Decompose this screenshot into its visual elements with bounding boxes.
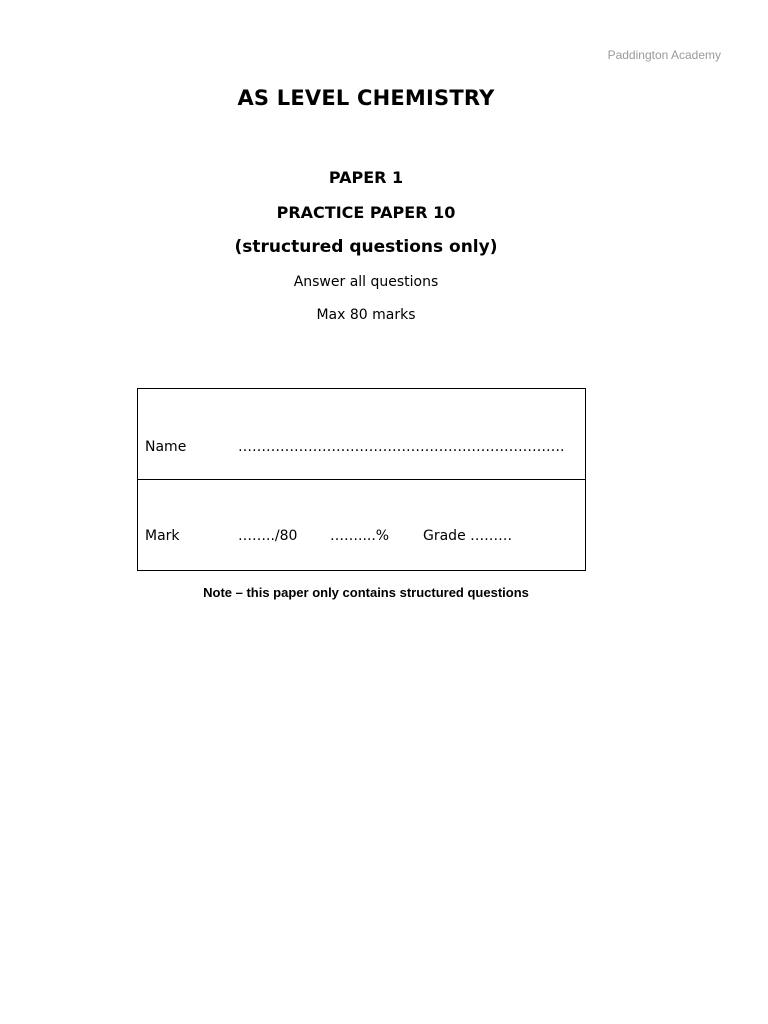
note-text: Note – this paper only contains structured questions (203, 585, 529, 600)
mark-percent-field[interactable]: ……....% (330, 528, 390, 544)
mark-score-field[interactable]: ……../80 (238, 528, 298, 544)
mark-label: Mark (145, 528, 180, 544)
max-marks-text: Max 80 marks (316, 307, 416, 323)
name-row (138, 389, 585, 480)
page-title: AS LEVEL CHEMISTRY (237, 86, 495, 110)
paper-number: PAPER 1 (328, 168, 404, 187)
mark-row (138, 480, 585, 570)
name-label: Name (145, 439, 187, 455)
grade-field[interactable]: Grade ……… (423, 528, 513, 544)
header-organization: Paddington Academy (607, 48, 721, 62)
student-info-box (137, 388, 586, 571)
practice-paper-label: PRACTICE PAPER 10 (276, 203, 456, 222)
name-field[interactable]: ……………………………………………………………. (238, 439, 565, 455)
question-type: (structured questions only) (234, 237, 498, 257)
instruction-text: Answer all questions (293, 274, 439, 290)
